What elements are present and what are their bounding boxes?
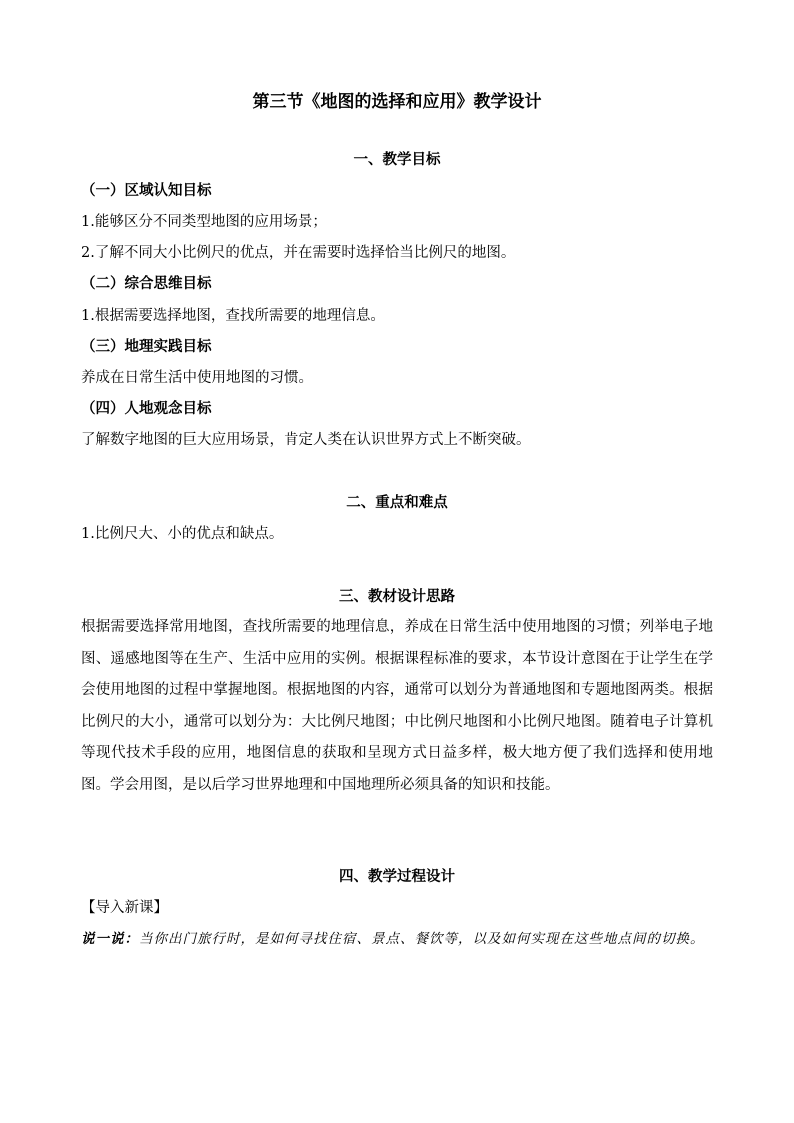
subsection-heading-thinking: （二）综合思维目标: [81, 275, 212, 292]
document-title: 第三节《地图的选择和应用》教学设计: [252, 92, 542, 112]
subsection-heading-practice: （三）地理实践目标: [81, 338, 212, 355]
say-prompt: [81, 924, 713, 955]
design-idea-paragraph: 根据需要选择常用地图，查找所需要的地理信息，养成在日常生活中使用地图的习惯；列举电子地图、遥感地图等在生产、生活中应用的实例。根据课程标准的要求，本节设计意图在于让学生在学会使用地图的过程中掌握地图。根据地图的内容，通常可以划分为普通地图和专题地图两类。根据比例尺的大小，通常可以划分为：大比例尺地图；中比例尺地图和小比例尺地图。随着电子计算机等现代技术手段的应用，地图信息的获取和呈现方式日益多样，极大地方便了我们选择和使用地图。学会用图，是以后学习世界地理和中国地理所必须具备的知识和技能。: [81, 619, 713, 793]
objective-item: 2.了解不同大小比例尺的优点，并在需要时选择恰当比例尺的地图。: [81, 245, 516, 261]
intro-label: 【导入新课】: [81, 900, 168, 916]
say-text: 当你出门旅行时，是如何寻找住宿、景点、餐饮等，以及如何实现在这些地点间的切换。: [139, 931, 705, 947]
say-lead: 说一说：: [81, 931, 139, 947]
objective-item: 了解数字地图的巨大应用场景，肯定人类在认识世界方式上不断突破。: [81, 432, 531, 448]
section-heading-objectives: 一、教学目标: [353, 151, 441, 168]
objective-item: 1.能够区分不同类型地图的应用场景；: [81, 214, 327, 230]
subsection-heading-human-land: （四）人地观念目标: [81, 400, 212, 417]
objective-item: 1.根据需要选择地图，查找所需要的地理信息。: [81, 308, 385, 324]
key-point-item: 1.比例尺大、小的优点和缺点。: [81, 526, 284, 542]
subsection-heading-regional: （一）区域认知目标: [81, 182, 212, 199]
section-heading-process: 四、教学过程设计: [339, 868, 455, 885]
section-heading-key-points: 二、重点和难点: [346, 494, 448, 511]
objective-item: 养成在日常生活中使用地图的习惯。: [81, 370, 313, 386]
section-heading-design-idea: 三、教材设计思路: [339, 588, 455, 605]
